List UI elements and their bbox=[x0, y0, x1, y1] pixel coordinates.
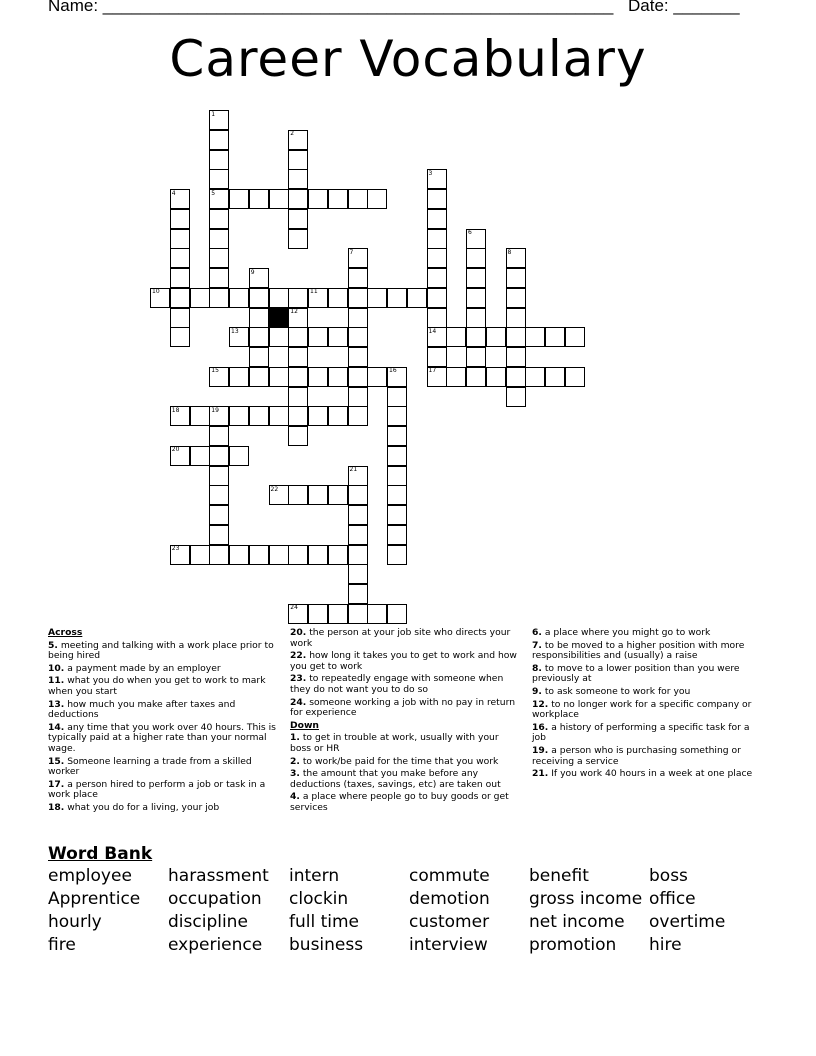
crossword-cell[interactable] bbox=[506, 327, 526, 347]
clue-down-16: 16. a history of performing a specific task for a job bbox=[532, 721, 750, 744]
crossword-cell[interactable] bbox=[427, 268, 447, 288]
crossword-cell[interactable] bbox=[269, 367, 289, 387]
word-bank-item: experience bbox=[168, 935, 263, 955]
crossword-cell[interactable] bbox=[387, 485, 407, 505]
crossword-cell[interactable] bbox=[466, 248, 486, 268]
crossword-cell[interactable] bbox=[190, 446, 210, 466]
word-bank-item: boss bbox=[649, 866, 688, 886]
crossword-cell[interactable] bbox=[170, 229, 190, 249]
clue-across-11: 11. what you do when you get to work to mark when you start bbox=[48, 675, 266, 697]
clue-number: 23 bbox=[171, 545, 180, 552]
crossword-cell[interactable] bbox=[308, 327, 328, 347]
crossword-cell[interactable] bbox=[348, 584, 368, 604]
crossword-cell[interactable] bbox=[249, 189, 269, 209]
crossword-cell[interactable] bbox=[466, 308, 486, 328]
clue-number: 14 bbox=[428, 327, 437, 335]
crossword-cell[interactable] bbox=[249, 545, 269, 565]
crossword-cell[interactable] bbox=[506, 367, 526, 387]
crossword-cell[interactable] bbox=[348, 545, 368, 565]
crossword-cell[interactable] bbox=[308, 406, 328, 426]
crossword-cell[interactable] bbox=[466, 288, 486, 308]
clue-across-14: 14. any time that you work over 40 hours. This is typically paid at a higher rate than your normal wage. bbox=[48, 721, 276, 754]
crossword-cell[interactable] bbox=[209, 268, 229, 288]
crossword-cell[interactable] bbox=[288, 347, 308, 367]
crossword-cell[interactable] bbox=[308, 604, 328, 624]
clue-number: 21 bbox=[349, 466, 358, 473]
crossword-cell[interactable] bbox=[288, 545, 308, 565]
word-bank-item: Apprentice bbox=[48, 889, 141, 909]
crossword-cell[interactable] bbox=[486, 327, 506, 347]
clue-number: 17 bbox=[428, 367, 437, 375]
clue-number: 3 bbox=[428, 169, 433, 177]
clues-column-2 bbox=[290, 628, 520, 816]
crossword-cell[interactable] bbox=[506, 347, 526, 367]
crossword-cell[interactable] bbox=[466, 367, 486, 387]
crossword-cell[interactable] bbox=[269, 189, 289, 209]
clue-number: 5 bbox=[211, 189, 216, 197]
crossword-cell[interactable] bbox=[308, 367, 328, 387]
crossword-cell[interactable] bbox=[348, 604, 368, 624]
crossword-cell[interactable] bbox=[427, 288, 447, 308]
crossword-cell[interactable] bbox=[190, 545, 210, 565]
crossword-cell[interactable] bbox=[486, 367, 506, 387]
crossword-cell[interactable] bbox=[367, 189, 387, 209]
clues-column-1 bbox=[48, 628, 282, 816]
clue-number: 16 bbox=[389, 367, 397, 375]
clue-across-24: 24. someone working a job with no pay in return for experience bbox=[290, 696, 516, 719]
crossword-cell[interactable] bbox=[209, 150, 229, 170]
clue-down-2: 2. to work/be paid for the time that you work bbox=[290, 755, 499, 767]
crossword-cell[interactable] bbox=[348, 406, 368, 426]
crossword-cell[interactable] bbox=[209, 545, 229, 565]
crossword-cell[interactable] bbox=[427, 189, 447, 209]
crossword-cell[interactable] bbox=[545, 327, 565, 347]
word-bank-item: demotion bbox=[409, 889, 490, 909]
crossword-cell[interactable] bbox=[387, 387, 407, 407]
clue-number: 11 bbox=[310, 288, 318, 296]
clues-column-3 bbox=[532, 628, 762, 782]
crossword-cell[interactable] bbox=[229, 545, 249, 565]
crossword-cell[interactable] bbox=[525, 327, 545, 347]
crossword-cell[interactable] bbox=[387, 426, 407, 446]
crossword-cell[interactable] bbox=[209, 426, 229, 446]
crossword-cell[interactable] bbox=[170, 209, 190, 229]
crossword-cell[interactable] bbox=[209, 466, 229, 486]
crossword-cell[interactable] bbox=[269, 545, 289, 565]
crossword-cell[interactable] bbox=[209, 229, 229, 249]
crossword-cell[interactable] bbox=[249, 327, 269, 347]
crossword-cell[interactable] bbox=[348, 347, 368, 367]
clue-across-23: 23. to repeatedly engage with someone when they do not want you to do so bbox=[290, 673, 504, 695]
crossword-cell[interactable] bbox=[427, 347, 447, 367]
crossword-cell[interactable] bbox=[565, 367, 585, 387]
clue-down-9: 9. to ask someone to work for you bbox=[532, 685, 691, 697]
clue-number: 8 bbox=[507, 248, 512, 256]
word-bank-item: net income bbox=[529, 912, 625, 932]
crossword-cell[interactable] bbox=[407, 288, 427, 308]
clue-number: 2 bbox=[290, 130, 295, 138]
crossword-cell[interactable] bbox=[288, 229, 308, 249]
crossword-cell[interactable] bbox=[328, 189, 348, 209]
crossword-cell[interactable] bbox=[387, 505, 407, 525]
word-bank-item: clockin bbox=[289, 889, 349, 909]
crossword-cell[interactable] bbox=[288, 426, 308, 446]
word-bank-item: harassment bbox=[168, 866, 269, 886]
crossword-cell[interactable] bbox=[525, 367, 545, 387]
clue-number: 12 bbox=[290, 308, 298, 315]
clue-across-17: 17. a person hired to perform a job or task in a work place bbox=[48, 778, 266, 801]
word-bank-item: gross income bbox=[529, 889, 643, 909]
clue-number: 13 bbox=[231, 327, 239, 335]
crossword-cell[interactable] bbox=[387, 406, 407, 426]
word-bank-item: fire bbox=[48, 935, 76, 955]
crossword-cell[interactable] bbox=[269, 288, 289, 308]
crossword-cell[interactable] bbox=[209, 248, 229, 268]
crossword-cell[interactable] bbox=[387, 288, 407, 308]
crossword-cell[interactable] bbox=[229, 446, 249, 466]
clue-across-10: 10. a payment made by an employer bbox=[48, 662, 221, 674]
word-bank-item: customer bbox=[409, 912, 490, 932]
crossword-cell[interactable] bbox=[229, 367, 249, 387]
down-heading: Down bbox=[290, 719, 319, 731]
crossword-cell[interactable] bbox=[170, 268, 190, 288]
date-field[interactable]: Date: _______ bbox=[628, 0, 740, 15]
crossword-cell[interactable] bbox=[387, 604, 407, 624]
crossword-cell[interactable] bbox=[348, 485, 368, 505]
word-bank-item: benefit bbox=[529, 866, 589, 886]
crossword-cell[interactable] bbox=[229, 189, 249, 209]
word-bank-item: hourly bbox=[48, 912, 102, 932]
crossword-cell[interactable] bbox=[348, 564, 368, 584]
crossword-cell[interactable] bbox=[288, 406, 308, 426]
crossword-cell[interactable] bbox=[348, 308, 368, 328]
crossword-cell[interactable] bbox=[308, 189, 328, 209]
black-square bbox=[269, 308, 289, 328]
word-bank-title: Word Bank bbox=[48, 844, 153, 864]
crossword-cell[interactable] bbox=[328, 406, 348, 426]
word-bank-item: business bbox=[289, 935, 364, 955]
crossword-cell[interactable] bbox=[249, 308, 269, 328]
clue-down-1: 1. to get in trouble at work, usually with your boss or HR bbox=[290, 732, 499, 754]
crossword-cell[interactable] bbox=[466, 268, 486, 288]
crossword-cell[interactable] bbox=[328, 327, 348, 347]
word-bank-item: discipline bbox=[168, 912, 248, 932]
crossword-cell[interactable] bbox=[170, 308, 190, 328]
crossword-cell[interactable] bbox=[229, 288, 249, 308]
clue-number: 1 bbox=[211, 110, 216, 118]
crossword-cell[interactable] bbox=[249, 406, 269, 426]
crossword-cell[interactable] bbox=[308, 545, 328, 565]
crossword-cell[interactable] bbox=[269, 406, 289, 426]
clue-across-5: 5. meeting and talking with a work place prior to being hired bbox=[48, 639, 274, 662]
crossword-cell[interactable] bbox=[328, 485, 348, 505]
crossword-cell[interactable] bbox=[427, 229, 447, 249]
crossword-cell[interactable] bbox=[367, 604, 387, 624]
crossword-cell[interactable] bbox=[387, 466, 407, 486]
crossword-cell[interactable] bbox=[506, 288, 526, 308]
crossword-cell[interactable] bbox=[288, 288, 308, 308]
crossword-cell[interactable] bbox=[328, 545, 348, 565]
crossword-cell[interactable] bbox=[506, 308, 526, 328]
clue-across-20: 20. the person at your job site who directs your work bbox=[290, 627, 511, 649]
crossword-cell[interactable] bbox=[190, 406, 210, 426]
clue-down-4: 4. a place where people go to buy goods or get services bbox=[290, 791, 509, 813]
clue-across-15: 15. Someone learning a trade from a skilled worker bbox=[48, 755, 252, 778]
clue-down-6: 6. a place where you might go to work bbox=[532, 627, 711, 638]
clue-number: 15 bbox=[211, 367, 219, 375]
crossword-cell[interactable] bbox=[209, 446, 229, 466]
word-bank-item: hire bbox=[649, 935, 682, 955]
crossword-cell[interactable] bbox=[427, 209, 447, 229]
crossword-cell[interactable] bbox=[348, 367, 368, 387]
crossword-cell[interactable] bbox=[288, 367, 308, 387]
crossword-cell[interactable] bbox=[387, 545, 407, 565]
crossword-cell[interactable] bbox=[249, 347, 269, 367]
clue-number: 10 bbox=[152, 288, 160, 296]
crossword-cell[interactable] bbox=[170, 248, 190, 268]
crossword-cell[interactable] bbox=[209, 209, 229, 229]
crossword-cell[interactable] bbox=[466, 327, 486, 347]
crossword-cell[interactable] bbox=[348, 268, 368, 288]
crossword-cell[interactable] bbox=[288, 485, 308, 505]
word-bank-item: interview bbox=[409, 935, 488, 955]
crossword-cell[interactable] bbox=[288, 209, 308, 229]
crossword-cell[interactable] bbox=[209, 169, 229, 189]
word-bank-item: promotion bbox=[529, 935, 617, 955]
crossword-cell[interactable] bbox=[209, 485, 229, 505]
crossword-cell[interactable] bbox=[446, 327, 466, 347]
word-bank-item: commute bbox=[409, 866, 490, 886]
crossword-cell[interactable] bbox=[387, 446, 407, 466]
crossword-cell[interactable] bbox=[170, 327, 190, 347]
crossword-cell[interactable] bbox=[348, 327, 368, 347]
crossword-cell[interactable] bbox=[427, 308, 447, 328]
across-heading: Across bbox=[48, 627, 83, 638]
clue-across-22: 22. how long it takes you to get to work and how you get to work bbox=[290, 650, 517, 672]
crossword-cell[interactable] bbox=[249, 367, 269, 387]
crossword-cell[interactable] bbox=[348, 288, 368, 308]
crossword-cell[interactable] bbox=[565, 327, 585, 347]
clue-number: 6 bbox=[468, 229, 472, 236]
clue-number: 22 bbox=[270, 485, 279, 493]
crossword-cell[interactable] bbox=[545, 367, 565, 387]
clue-down-3: 3. the amount that you make before any deductions (taxes, savings, etc) are taken out bbox=[290, 768, 501, 790]
crossword-cell[interactable] bbox=[387, 525, 407, 545]
crossword-cell[interactable] bbox=[308, 485, 328, 505]
crossword-cell[interactable] bbox=[269, 327, 289, 347]
word-bank-item: intern bbox=[289, 866, 340, 886]
crossword-cell[interactable] bbox=[288, 327, 308, 347]
crossword-cell[interactable] bbox=[328, 367, 348, 387]
word-bank-item: employee bbox=[48, 866, 132, 886]
crossword-cell[interactable] bbox=[427, 248, 447, 268]
crossword-cell[interactable] bbox=[348, 387, 368, 407]
clue-number: 4 bbox=[171, 189, 176, 197]
crossword-cell[interactable] bbox=[288, 189, 308, 209]
clue-number: 20 bbox=[171, 446, 180, 454]
word-bank-item: occupation bbox=[168, 889, 262, 909]
crossword-cell[interactable] bbox=[209, 505, 229, 525]
clue-number: 9 bbox=[250, 268, 255, 276]
clue-down-21: 21. If you work 40 hours in a week at one place bbox=[532, 768, 753, 780]
crossword-cell[interactable] bbox=[209, 288, 229, 308]
crossword-cell[interactable] bbox=[348, 525, 368, 545]
crossword-cell[interactable] bbox=[288, 387, 308, 407]
crossword-cell[interactable] bbox=[506, 268, 526, 288]
word-bank-item: overtime bbox=[649, 912, 726, 932]
crossword-cell[interactable] bbox=[446, 367, 466, 387]
clue-across-13: 13. how much you make after taxes and deductions bbox=[48, 698, 236, 721]
crossword-cell[interactable] bbox=[466, 347, 486, 367]
clue-down-8: 8. to move to a lower position than you were previously at bbox=[532, 662, 740, 685]
crossword-cell[interactable] bbox=[288, 169, 308, 189]
clue-across-18: 18. what you do for a living, your job bbox=[48, 801, 220, 813]
clue-number: 19 bbox=[211, 406, 219, 414]
clue-down-19: 19. a person who is purchasing something or receiving a service bbox=[532, 744, 741, 767]
clue-down-7: 7. to be moved to a higher position with more responsibilities and (usually) a raise bbox=[532, 639, 745, 662]
crossword-cell[interactable] bbox=[367, 367, 387, 387]
name-field[interactable]: Name: ______________________________________________________ bbox=[48, 0, 614, 15]
crossword-cell[interactable] bbox=[506, 387, 526, 407]
crossword-cell[interactable] bbox=[288, 150, 308, 170]
clue-down-12: 12. to no longer work for a specific company or workplace bbox=[532, 698, 752, 721]
crossword-cell[interactable] bbox=[328, 288, 348, 308]
crossword-cell[interactable] bbox=[328, 604, 348, 624]
clue-number: 7 bbox=[349, 248, 354, 256]
word-bank-item: full time bbox=[289, 912, 360, 932]
crossword-cell[interactable] bbox=[367, 288, 387, 308]
page-title: Career Vocabulary bbox=[169, 30, 647, 88]
crossword-cell[interactable] bbox=[170, 288, 190, 308]
crossword-cell[interactable] bbox=[209, 130, 229, 150]
clue-number: 24 bbox=[290, 604, 298, 612]
crossword-cell[interactable] bbox=[209, 525, 229, 545]
crossword-cell[interactable] bbox=[348, 189, 368, 209]
crossword-cell[interactable] bbox=[249, 288, 269, 308]
clue-number: 18 bbox=[171, 406, 180, 414]
crossword-cell[interactable] bbox=[190, 288, 210, 308]
word-bank-item: office bbox=[649, 889, 696, 909]
crossword-cell[interactable] bbox=[229, 406, 249, 426]
crossword-cell[interactable] bbox=[348, 505, 368, 525]
